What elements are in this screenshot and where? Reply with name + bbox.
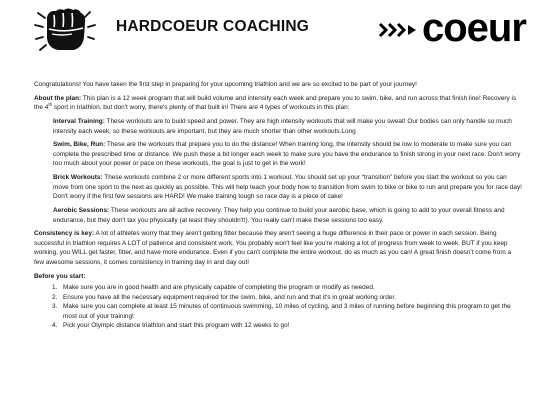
list-item-number: 1. <box>52 284 58 292</box>
workout-type-paragraph <box>53 206 522 225</box>
list-item-text: Make sure you are in good health and are physically capable of completing the program or modify as needed. <box>63 284 375 292</box>
about-text-end: sport in triathlon, but don't worry, there's plenty of that built in! There are 4 types of workouts in this plan: <box>52 104 350 112</box>
intro-paragraph: Congratulations! You have taken the first step in preparing for your upcoming triathlon and we are so excited to be part of your journey! <box>34 81 417 88</box>
list-item-number: 2. <box>52 293 58 301</box>
coeur-logo <box>378 6 526 50</box>
workout-type-text: These are the workouts that prepare you to do the distance! When training long, the intensity should be low to moderate to make sure you can complete the prescribed time or distance. We push these a bit longer each week to make sure you have the endurance to finish strong in your next race. Don't worry too much about your power or pace on these workouts, the goal is just to get in the work! <box>53 141 521 168</box>
before-start-heading: Before you start: <box>34 272 86 280</box>
list-item <box>53 302 522 321</box>
about-text: This plan is a 12 week program that will build volume and intensity each week and prepare you to swim, bike, and run across that finish line! Recovery is the 4 <box>34 94 517 112</box>
workout-type-paragraph <box>53 173 522 202</box>
workout-type-heading: Aerobic Sessions: <box>53 206 110 214</box>
about-superscript: th <box>48 102 53 108</box>
workout-type-text: These workouts are all active recovery. They help you continue to build your aerobic base, which is going to add to your overall fitness and endurance, but they don't tax you physically (at least they shouldn't!). You really can't make these sessions too easy. <box>53 206 505 224</box>
fist-logo-icon <box>32 3 100 59</box>
consistency-paragraph <box>34 229 522 267</box>
document-body <box>34 80 522 331</box>
list-item <box>53 283 522 293</box>
about-heading: About the plan: <box>34 94 82 102</box>
before-start-list <box>34 283 522 331</box>
workout-type-text: These workouts are to build speed and power. They are high intensity workouts that will make you sweat! Our bodies can only handle so much intensity each week, so these workouts are important, but they are much shorter than other workouts.Long <box>53 118 512 135</box>
workout-type-paragraph <box>53 117 522 136</box>
consistency-heading: Consistency is key: <box>34 230 95 238</box>
list-item-number: 4. <box>52 322 58 330</box>
list-item-text: Ensure you have all the necessary equipment required for the swim, bike, and run and that it's in great working order. <box>63 293 396 301</box>
list-item <box>53 321 522 331</box>
workout-type-text: These workouts combine 2 or more different sports into 1 workout. You should set up your “transition” before you start the workout so you can move from one sport to the next as quickly as possible. This will help teach your body how to transition from swim to bike or bike to run and prepare you for race day! Don't worry if the first few sessions are HARD! We make training tough so race day is a piece of cake! <box>53 174 522 201</box>
workout-type-heading: Interval Training: <box>53 118 105 126</box>
page-title: HARDCOEUR COACHING <box>116 18 310 35</box>
list-item-number: 3. <box>52 303 58 311</box>
list-item-text: Make sure you can complete at least 15 minutes of continuous swimming, 10 miles of cycling, and 3 miles of running before beginning this program to get the most out of your training! <box>63 303 511 320</box>
about-paragraph <box>34 94 522 113</box>
workout-type-heading: Brick Workouts: <box>53 174 103 182</box>
chevron-arrows-icon <box>378 22 418 38</box>
workout-type-heading: Swim, Bike, Run: <box>53 141 106 149</box>
workout-type-paragraph <box>53 140 522 169</box>
document-header <box>0 0 533 62</box>
list-item <box>53 293 522 303</box>
list-item-text: Pick your Olympic distance triathlon and start this program with 12 weeks to go! <box>63 322 290 330</box>
consistency-text: A lot of athletes worry that they aren't getting fitter because they aren't seeing a huge difference in their pace or power in each session. Being successful in triathlon requires A LOT of patience and consistent work. You probably won't feel like you're making a lot of progress from week to week. BUT if you keep working, you WILL get faster, fitter, and have more endurance. Even if you can't complete the entire workout, do as much as you can! A great finish doesn't come from a few awesome sessions, it comes consistency in training day in and day out! <box>34 230 512 266</box>
logo-wordmark: coeur <box>422 6 526 50</box>
